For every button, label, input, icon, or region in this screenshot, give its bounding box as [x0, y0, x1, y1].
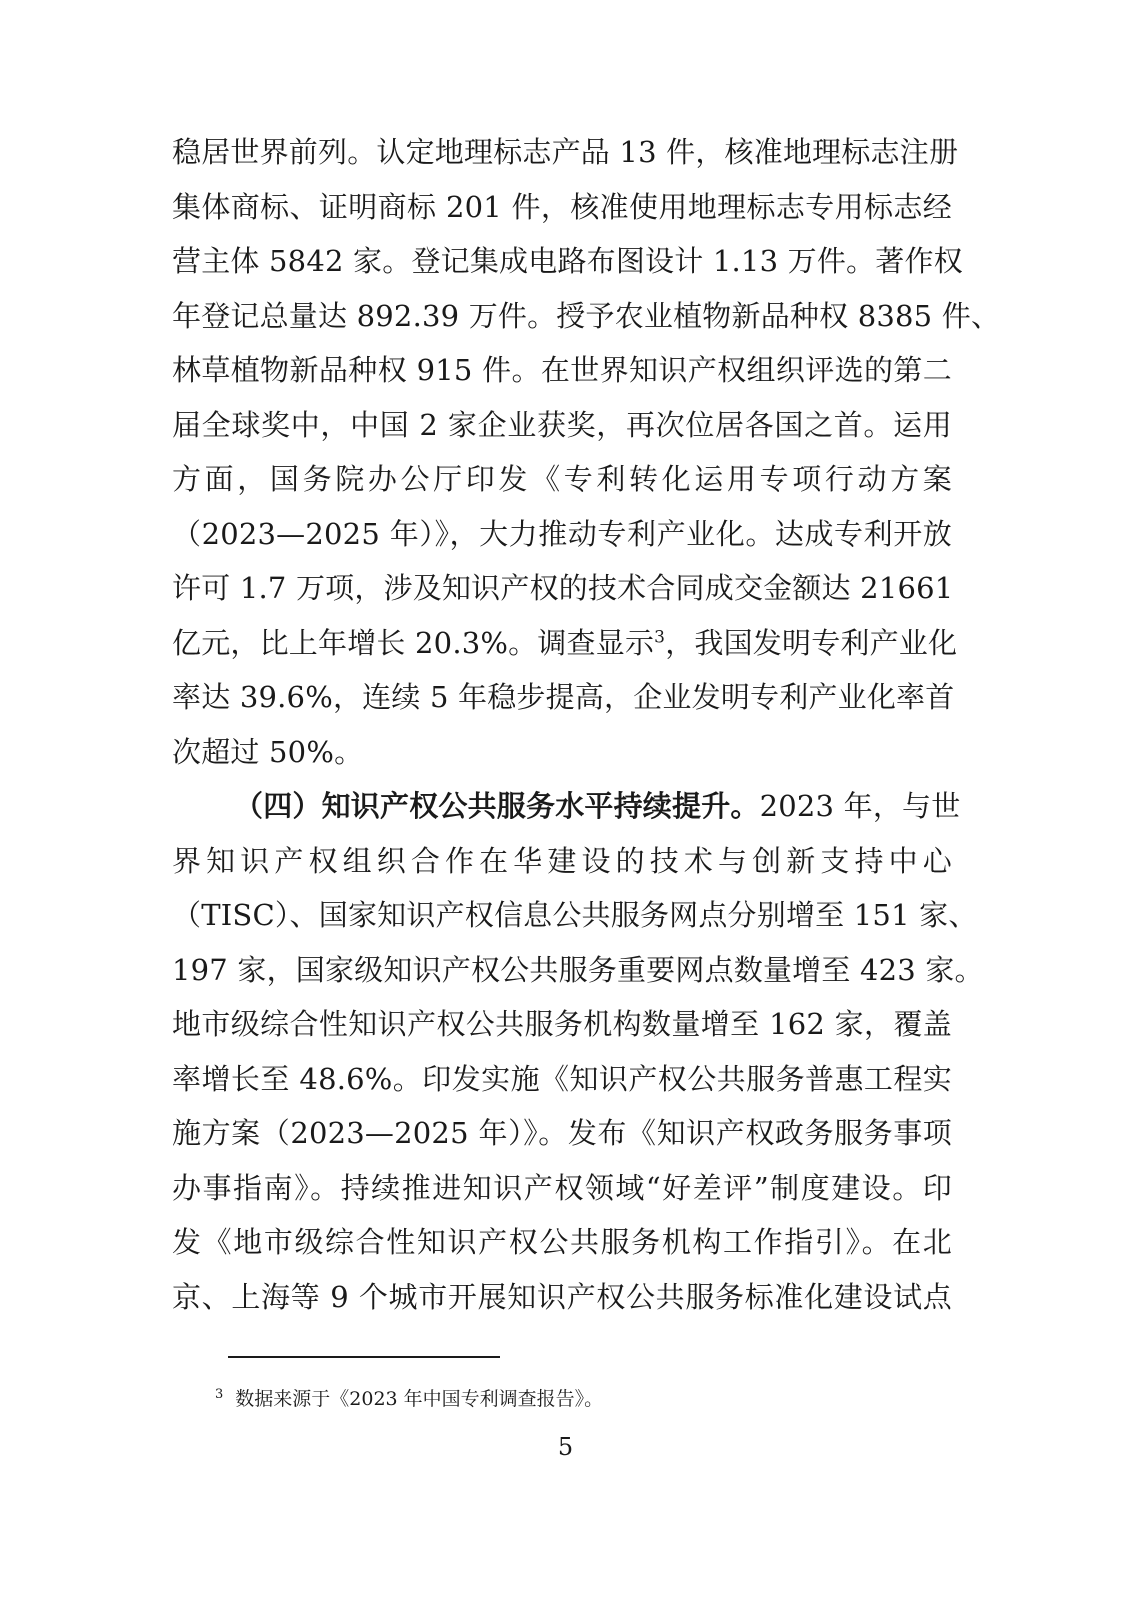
- text-segment: 亿元，比上年增长 20.3%。调查显示: [172, 625, 655, 660]
- footnote-text: 数据来源于《2023 年中国专利调查报告》。: [235, 1388, 604, 1410]
- text-line: 集体商标、证明商标 201 件，核准使用地理标志专用标志经: [172, 189, 952, 224]
- text-line: （2023—2025 年）》，大力推动专利产业化。达成专利开放: [172, 516, 952, 551]
- text-line: 许可 1.7 万项，涉及知识产权的技术合同成交金额达 21661: [172, 571, 954, 605]
- footnote-divider: [228, 1356, 500, 1358]
- footnote-reference[interactable]: 3: [654, 626, 666, 647]
- text-segment: 2023 年，与世: [759, 789, 961, 823]
- text-line: 办事指南》。持续推进知识产权领域“好差评”制度建设。印: [172, 1170, 952, 1205]
- text-line: 发《地市级综合性知识产权公共服务机构工作指引》。在北: [172, 1225, 952, 1259]
- text-line: 率增长至 48.6%。印发实施《知识产权公共服务普惠工程实: [172, 1061, 952, 1096]
- footnote-mark: 3: [215, 1386, 224, 1402]
- text-line-with-heading: [172, 779, 961, 834]
- text-segment: ，我国发明专利产业化: [665, 625, 958, 660]
- text-line-with-footnote-ref: [172, 616, 958, 671]
- text-line: 京、上海等 9 个城市开展知识产权公共服务标准化建设试点: [172, 1279, 952, 1314]
- text-line: 率达 39.6%，连续 5 年稳步提高，企业发明专利产业化率首: [172, 680, 955, 714]
- footnote: [215, 1386, 603, 1412]
- text-line: 营主体 5842 家。登记集成电路布图设计 1.13 万件。著作权: [172, 244, 963, 278]
- text-line: 次超过 50%。: [172, 734, 364, 769]
- text-line: 稳居世界前列。认定地理标志产品 13 件，核准地理标志注册: [172, 135, 959, 169]
- paragraph-ip-creation-and-utilization: [172, 125, 1001, 779]
- section-heading: （四）知识产权公共服务水平持续提升。: [234, 789, 760, 823]
- text-line: 年登记总量达 892.39 万件。授予农业植物新品种权 8385 件、: [172, 298, 1001, 333]
- paragraph-public-services: [172, 779, 984, 1324]
- text-line: 届全球奖中，中国 2 家企业获奖，再次位居各国之首。运用: [172, 407, 952, 442]
- text-line: 地市级综合性知识产权公共服务机构数量增至 162 家，覆盖: [172, 1007, 952, 1041]
- text-line: 林草植物新品种权 915 件。在世界知识产权组织评选的第二: [172, 353, 952, 387]
- text-line: 方面，国务院办公厅印发《专利转化运用专项行动方案: [172, 462, 952, 496]
- text-line: 界知识产权组织合作在华建设的技术与创新支持中心: [172, 843, 952, 878]
- text-line: 197 家，国家级知识产权公共服务重要网点数量增至 423 家。: [172, 952, 984, 987]
- text-line: （TISC）、国家知识产权信息公共服务网点分别增至 151 家、: [172, 898, 978, 932]
- text-line: 施方案（2023—2025 年）》。发布《知识产权政务服务事项: [172, 1116, 952, 1150]
- page-number: 5: [557, 1433, 574, 1461]
